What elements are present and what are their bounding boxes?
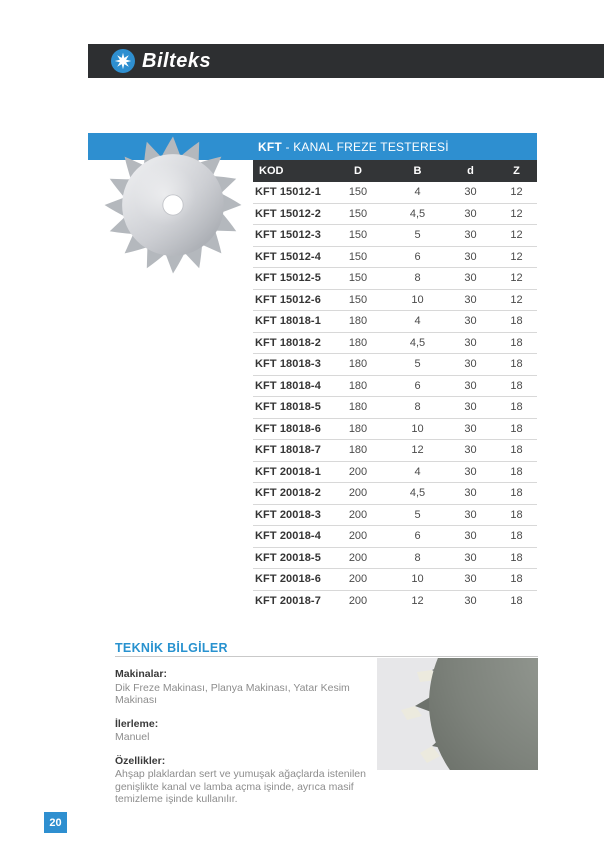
cell-value: 200 bbox=[348, 508, 368, 521]
table-row bbox=[253, 182, 537, 204]
cell-kod: KFT 20018-2 bbox=[255, 487, 321, 500]
cell-kod: KFT 15012-2 bbox=[255, 207, 321, 220]
cell-value: 10 bbox=[411, 573, 424, 586]
table-row bbox=[253, 505, 537, 527]
cell-value: 12 bbox=[510, 250, 523, 263]
cell-value: 12 bbox=[510, 293, 523, 306]
cell-kod: KFT 18018-3 bbox=[255, 358, 321, 371]
cell-kod: KFT 18018-7 bbox=[255, 444, 321, 457]
table-row bbox=[253, 290, 537, 312]
machines-text: Dik Freze Makinası, Planya Makinası, Yatar Kesim Makinası bbox=[115, 681, 350, 706]
table-row bbox=[253, 569, 537, 591]
technical-heading: TEKNİK BİLGİLER bbox=[115, 641, 228, 655]
cell-value: 30 bbox=[464, 401, 477, 414]
cell-value: 18 bbox=[510, 595, 523, 608]
cell-value: 200 bbox=[348, 551, 368, 564]
col-d: d bbox=[467, 165, 474, 177]
features-text: Ahşap plaklardan sert ve yumuşak ağaçlarda istenilen genişlikte kanal ve lamba açma işinde, ayrıca masif temizleme işinde kullanılır. bbox=[115, 768, 366, 805]
cell-value: 30 bbox=[464, 272, 477, 285]
cell-kod: KFT 20018-5 bbox=[255, 551, 321, 564]
cell-value: 4,5 bbox=[409, 207, 426, 220]
features-label: Özellikler: bbox=[115, 754, 166, 767]
cell-value: 150 bbox=[348, 250, 368, 263]
cell-value: 6 bbox=[414, 250, 421, 263]
blade-closeup-image bbox=[377, 658, 538, 770]
cell-value: 12 bbox=[411, 444, 424, 457]
heading-divider bbox=[115, 656, 538, 657]
cell-value: 200 bbox=[348, 573, 368, 586]
table-header-row bbox=[253, 160, 537, 182]
cell-value: 18 bbox=[510, 465, 523, 478]
cell-kod: KFT 15012-3 bbox=[255, 229, 321, 242]
cell-kod: KFT 20018-1 bbox=[255, 465, 321, 478]
col-D: D bbox=[354, 165, 362, 177]
machines-label: Makinalar: bbox=[115, 668, 167, 680]
table-row bbox=[253, 333, 537, 355]
cell-value: 4,5 bbox=[409, 336, 426, 349]
cell-value: 6 bbox=[414, 379, 421, 392]
cell-kod: KFT 18018-4 bbox=[255, 379, 321, 392]
cell-value: 8 bbox=[414, 551, 421, 564]
cell-value: 30 bbox=[464, 186, 477, 199]
cell-value: 180 bbox=[348, 379, 368, 392]
cell-value: 150 bbox=[348, 186, 368, 199]
cell-value: 18 bbox=[510, 508, 523, 521]
col-Z: Z bbox=[513, 165, 520, 177]
cell-value: 180 bbox=[348, 358, 368, 371]
cell-value: 6 bbox=[414, 530, 421, 543]
table-row bbox=[253, 268, 537, 290]
cell-value: 4 bbox=[414, 465, 421, 478]
col-B: B bbox=[413, 165, 422, 177]
cell-kod: KFT 20018-6 bbox=[255, 573, 321, 586]
cell-value: 150 bbox=[348, 272, 368, 285]
cell-value: 30 bbox=[464, 315, 477, 328]
table-row bbox=[253, 419, 537, 441]
cell-kod: KFT 20018-4 bbox=[255, 530, 321, 543]
table-row bbox=[253, 247, 537, 269]
saw-blade-image bbox=[99, 130, 247, 280]
cell-value: 200 bbox=[348, 465, 368, 478]
cell-kod: KFT 18018-5 bbox=[255, 401, 321, 414]
table-row bbox=[253, 462, 537, 484]
cell-value: 12 bbox=[510, 207, 523, 220]
cell-value: 30 bbox=[464, 465, 477, 478]
cell-value: 12 bbox=[510, 272, 523, 285]
table-row bbox=[253, 526, 537, 548]
cell-value: 30 bbox=[464, 358, 477, 371]
cell-value: 18 bbox=[510, 422, 523, 435]
cell-value: 30 bbox=[464, 573, 477, 586]
table-row bbox=[253, 376, 537, 398]
table-body bbox=[253, 182, 537, 612]
cell-kod: KFT 18018-2 bbox=[255, 336, 321, 349]
blade-closeup-photo bbox=[377, 658, 538, 770]
cell-value: 18 bbox=[510, 315, 523, 328]
cell-value: 30 bbox=[464, 229, 477, 242]
table-row bbox=[253, 225, 537, 247]
cell-value: 4 bbox=[414, 315, 421, 328]
cell-value: 30 bbox=[464, 595, 477, 608]
cell-value: 30 bbox=[464, 250, 477, 263]
cell-value: 18 bbox=[510, 336, 523, 349]
cell-value: 30 bbox=[464, 444, 477, 457]
cell-value: 30 bbox=[464, 293, 477, 306]
cell-value: 4,5 bbox=[409, 487, 426, 500]
cell-kod: KFT 15012-5 bbox=[255, 272, 321, 285]
cell-value: 12 bbox=[411, 595, 424, 608]
cell-value: 18 bbox=[510, 358, 523, 371]
product-title bbox=[258, 140, 449, 154]
cell-value: 180 bbox=[348, 444, 368, 457]
cell-value: 30 bbox=[464, 530, 477, 543]
cell-value: 200 bbox=[348, 487, 368, 500]
cell-value: 150 bbox=[348, 207, 368, 220]
brand-bar bbox=[88, 44, 604, 78]
cell-kod: KFT 15012-4 bbox=[255, 250, 321, 263]
cell-kod: KFT 15012-6 bbox=[255, 293, 321, 306]
cell-value: 30 bbox=[464, 379, 477, 392]
cell-value: 18 bbox=[510, 573, 523, 586]
table-row bbox=[253, 204, 537, 226]
table-row bbox=[253, 483, 537, 505]
cell-value: 200 bbox=[348, 530, 368, 543]
cell-value: 8 bbox=[414, 401, 421, 414]
cell-value: 12 bbox=[510, 229, 523, 242]
table-row bbox=[253, 548, 537, 570]
cell-value: 18 bbox=[510, 551, 523, 564]
cell-value: 150 bbox=[348, 293, 368, 306]
cell-value: 30 bbox=[464, 508, 477, 521]
cell-value: 30 bbox=[464, 422, 477, 435]
cell-value: 30 bbox=[464, 336, 477, 349]
cell-value: 180 bbox=[348, 422, 368, 435]
brand-name: Bilteks bbox=[142, 49, 212, 72]
cell-value: 8 bbox=[414, 272, 421, 285]
cell-value: 30 bbox=[464, 207, 477, 220]
table-row bbox=[253, 397, 537, 419]
cell-kod: KFT 20018-7 bbox=[255, 595, 321, 608]
table-row bbox=[253, 591, 537, 613]
cell-value: 5 bbox=[414, 229, 421, 242]
starburst-logo-icon bbox=[111, 49, 135, 73]
cell-value: 12 bbox=[510, 186, 523, 199]
table-row bbox=[253, 440, 537, 462]
feed-text: Manuel bbox=[115, 731, 150, 743]
cell-value: 30 bbox=[464, 551, 477, 564]
cell-value: 5 bbox=[414, 358, 421, 371]
cell-value: 10 bbox=[411, 422, 424, 435]
cell-kod: KFT 18018-6 bbox=[255, 422, 321, 435]
table-row bbox=[253, 354, 537, 376]
col-kod: KOD bbox=[259, 165, 284, 177]
feed-label: İlerleme: bbox=[115, 717, 159, 730]
table-row bbox=[253, 311, 537, 333]
technical-text bbox=[115, 668, 377, 806]
cell-value: 30 bbox=[464, 487, 477, 500]
spec-table bbox=[253, 160, 537, 612]
page-number-badge: 20 bbox=[44, 812, 67, 833]
cell-kod: KFT 15012-1 bbox=[255, 186, 321, 199]
cell-value: 5 bbox=[414, 508, 421, 521]
cell-value: 180 bbox=[348, 315, 368, 328]
product-title-rest: - KANAL FREZE TESTERESİ bbox=[281, 139, 449, 154]
cell-value: 18 bbox=[510, 487, 523, 500]
cell-value: 10 bbox=[411, 293, 424, 306]
cell-value: 150 bbox=[348, 229, 368, 242]
cell-value: 18 bbox=[510, 401, 523, 414]
cell-value: 18 bbox=[510, 444, 523, 457]
cell-kod: KFT 20018-3 bbox=[255, 508, 321, 521]
saw-blade-illustration bbox=[99, 130, 247, 280]
cell-kod: KFT 18018-1 bbox=[255, 315, 321, 328]
cell-value: 18 bbox=[510, 379, 523, 392]
cell-value: 200 bbox=[348, 595, 368, 608]
cell-value: 4 bbox=[414, 186, 421, 199]
cell-value: 18 bbox=[510, 530, 523, 543]
product-code: KFT bbox=[258, 139, 282, 154]
cell-value: 180 bbox=[348, 401, 368, 414]
cell-value: 180 bbox=[348, 336, 368, 349]
